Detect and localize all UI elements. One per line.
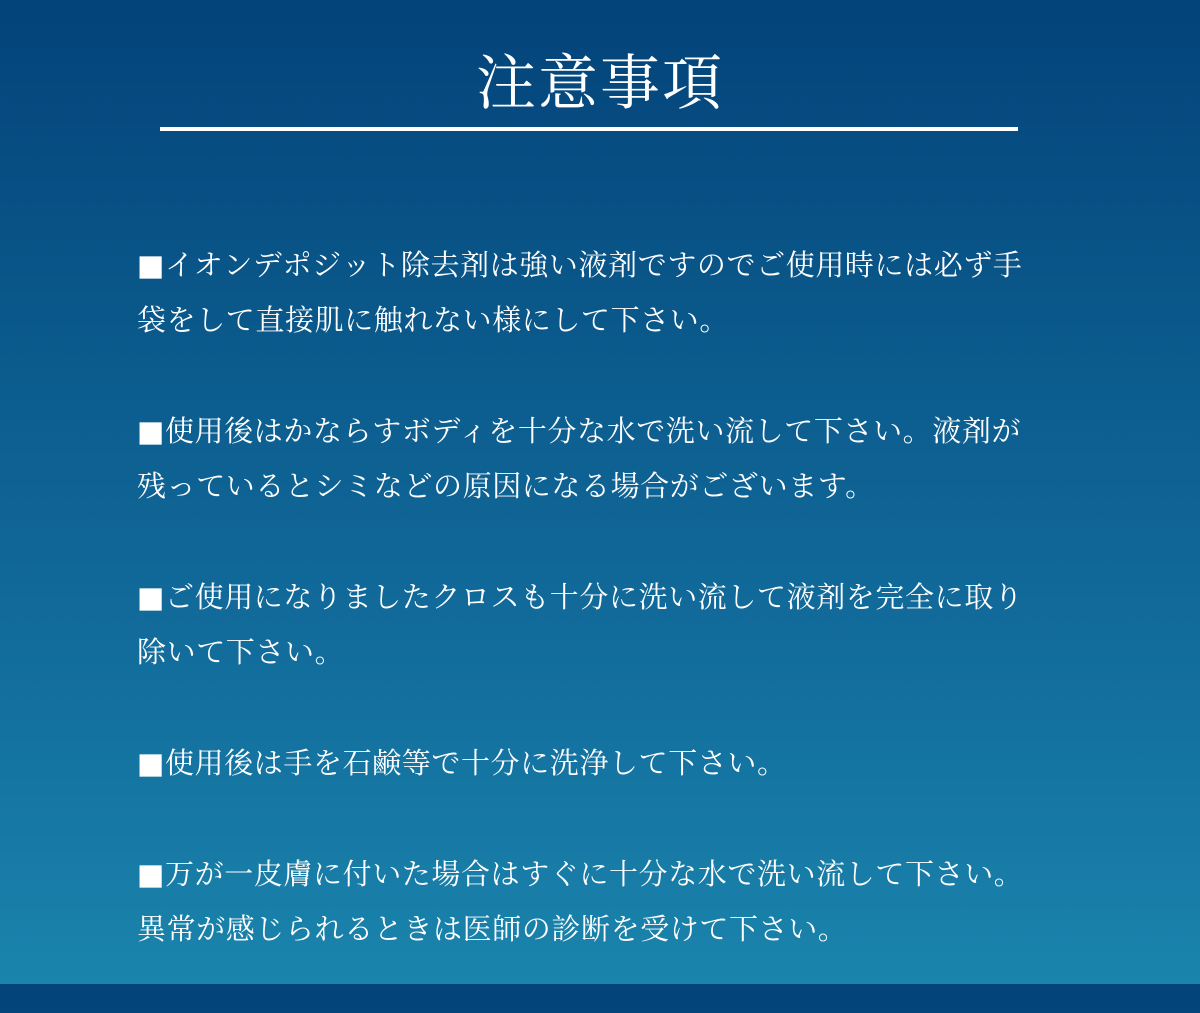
page-title: 注意事項 <box>476 49 724 119</box>
note-item: ■万が一皮膚に付いた場合はすぐに十分な水で洗い流して下さい。異常が感じられるときは医師の診断を受けて下さい。 <box>137 857 1024 946</box>
note-item: ■使用後は手を石鹸等で十分に洗浄して下さい。 <box>137 746 787 780</box>
note-item: ■ご使用になりましたクロスも十分に洗い流して液剤を完全に取り除いて下さい。 <box>137 580 1024 669</box>
notes-list <box>137 238 1037 1013</box>
note-item: ■使用後はかならすボディを十分な水で洗い流して下さい。液剤が残っているとシミなどの原因になる場合がございます。 <box>137 414 1022 503</box>
title-divider <box>160 127 1018 131</box>
note-item: ■イオンデポジット除去剤は強い液剤ですのでご使用時には必ず手袋をして直接肌に触れない様にして下さい。 <box>137 248 1023 337</box>
